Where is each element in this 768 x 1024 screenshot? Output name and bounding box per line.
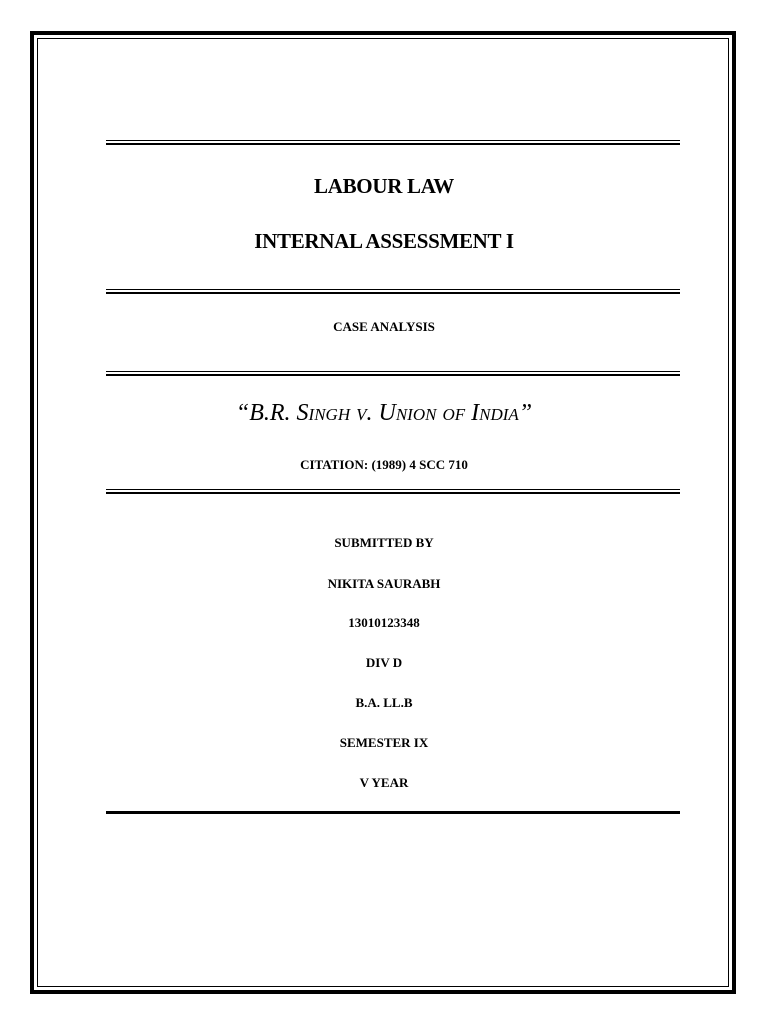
programme: B.A. LL.B xyxy=(355,695,413,710)
citation: CITATION: (1989) 4 SCC 710 xyxy=(300,457,468,472)
bottom-rule xyxy=(106,811,680,814)
case-open-quote: “ xyxy=(235,400,250,426)
case-title-part3: v. xyxy=(350,400,379,426)
rule-after-citation xyxy=(106,489,680,494)
case-title-part4: Union of India xyxy=(378,400,519,426)
rule-after-title xyxy=(106,289,680,294)
roll-number: 13010123348 xyxy=(348,615,420,630)
submitted-by-heading: SUBMITTED BY xyxy=(334,535,434,550)
year: V YEAR xyxy=(359,775,409,790)
rule-after-section xyxy=(106,371,680,376)
division: DIV D xyxy=(365,655,403,670)
top-rule xyxy=(106,140,680,145)
case-title-part2: Singh xyxy=(296,400,351,426)
student-name: NIKITA SAURABH xyxy=(327,576,441,591)
case-title-part1: B.R. xyxy=(249,400,297,426)
section-label: CASE ANALYSIS xyxy=(333,319,435,334)
assessment-title: INTERNAL ASSESSMENT I xyxy=(254,229,514,253)
case-title xyxy=(0,400,768,427)
semester: SEMESTER IX xyxy=(339,735,429,750)
case-close-quote: ” xyxy=(518,400,533,426)
course-title: LABOUR LAW xyxy=(314,174,454,198)
